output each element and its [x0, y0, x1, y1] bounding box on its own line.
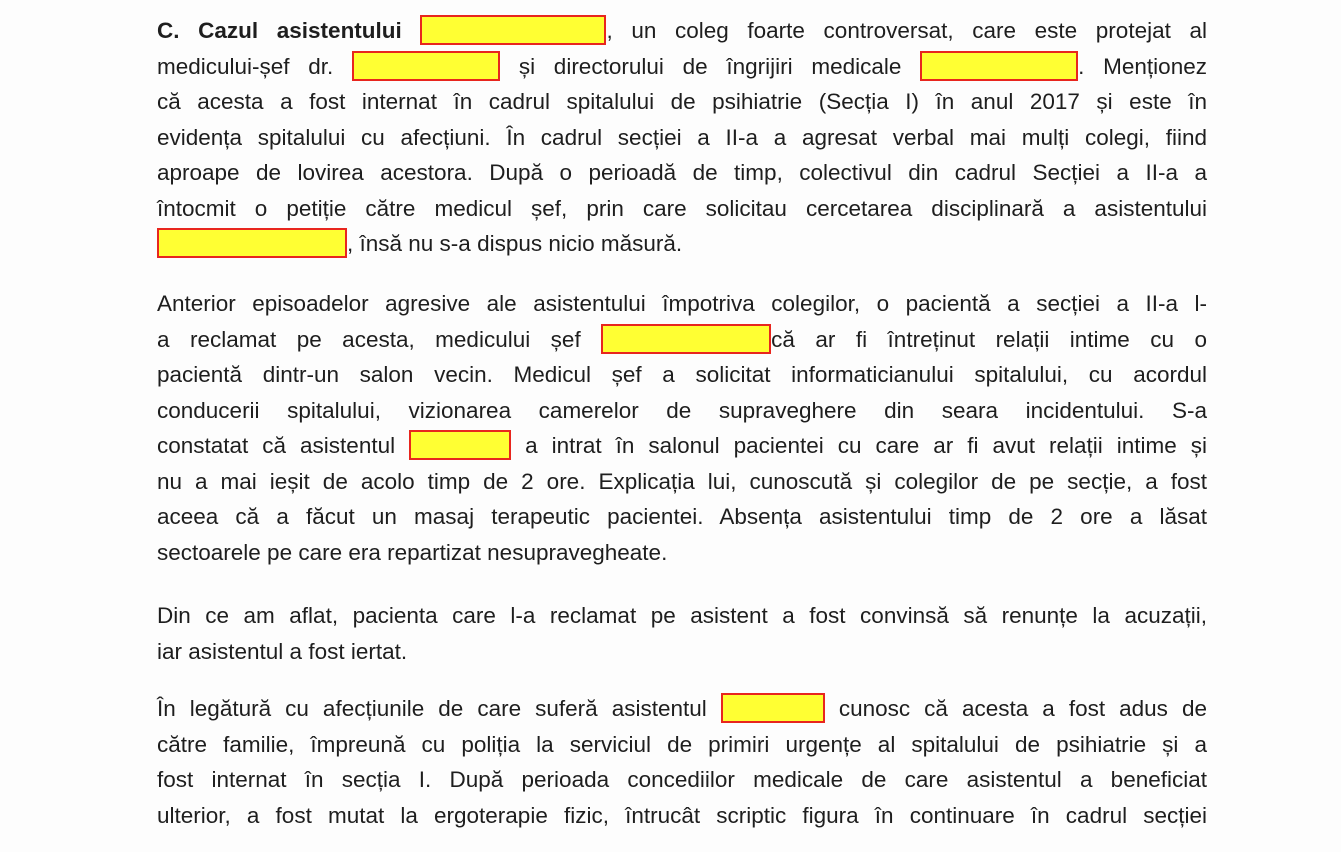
text-line: ulterior, a fost mutat la ergoterapie fizic, întrucât scriptic figura în continuare în cadrul secției: [157, 802, 1207, 828]
text-line: pacientă dintr-un salon vecin. Medicul șef a solicitat informaticianului spitalului, cu acordul: [157, 362, 1207, 387]
text-span: că ar fi întreținut relații intime cu o: [771, 326, 1207, 352]
text-span: , însă nu s-a dispus nicio măsură.: [347, 231, 683, 256]
text-line: [157, 49, 1207, 85]
text-line: sectoarele pe care era repartizat nesupravegheate.: [157, 539, 668, 565]
text-line: către familie, împreună cu poliția la serviciul de primiri urgențe al spitalului de psihiatrie și a: [157, 731, 1207, 757]
text-line: aproape de lovirea acestora. După o perioadă de timp, colectivul din cadrul Secției a II-a a: [157, 160, 1207, 185]
text-span: medicului-șef dr.: [157, 53, 334, 79]
text-span: , un coleg foarte controversat, care este protejat al: [606, 18, 1207, 43]
text-line: întocmit o petiție către medicul șef, prin care solicitau cercetarea disciplinară a asistentului: [157, 195, 1207, 221]
redaction-box: [601, 324, 771, 354]
paragraph-conditions: [157, 691, 1207, 833]
paragraph-outcome: [157, 598, 1207, 669]
text-span: . Menționez: [1078, 53, 1207, 79]
text-line: conducerii spitalului, vizionarea camerelor de supraveghere din seara incidentului. S-a: [157, 397, 1207, 423]
text-span: a reclamat pe acesta, medicului șef: [157, 326, 581, 352]
redaction-box: [157, 228, 347, 258]
text-line: Anterior episoadelor agresive ale asistentului împotriva colegilor, o pacientă a secției a II-a l-: [157, 291, 1207, 316]
text-line: iar asistentul a fost iertat.: [157, 638, 408, 664]
text-line: Din ce am aflat, pacienta care l-a reclamat pe asistent a fost convinsă să renunțe la acuzații,: [157, 603, 1207, 628]
text-line: [157, 226, 1207, 262]
text-line: [157, 691, 1207, 727]
text-span: și directorului de îngrijiri medicale: [518, 53, 902, 79]
text-line: că acesta a fost internat în cadrul spitalului de psihiatrie (Secția I) în anul 2017 și este în: [157, 89, 1207, 114]
text-line: [157, 13, 1207, 49]
redaction-box: [920, 51, 1078, 81]
text-span: cunosc că acesta a fost adus de: [838, 696, 1207, 721]
text-line: aceea că a făcut un masaj terapeutic pacientei. Absența asistentului timp de 2 ore a lăsat: [157, 504, 1207, 529]
case-heading: C. Cazul asistentului: [157, 18, 402, 43]
redaction-box: [409, 430, 511, 460]
text-span: constatat că asistentul: [157, 433, 396, 458]
redaction-box: [420, 15, 606, 45]
redaction-box: [721, 693, 825, 723]
paragraph-incident: [157, 286, 1207, 570]
paragraph-case-c: [157, 13, 1207, 262]
text-span: În legătură cu afecțiunile de care suferă asistentul: [157, 696, 707, 721]
text-line: [157, 428, 1207, 464]
text-line: fost internat în secția I. După perioada concediilor medicale de care asistentul a beneficiat: [157, 767, 1207, 792]
redaction-box: [352, 51, 500, 81]
text-line: evidența spitalului cu afecțiuni. În cadrul secției a II-a a agresat verbal mai mulți colegi, fiind: [157, 124, 1207, 150]
text-line: nu a mai ieșit de acolo timp de 2 ore. Explicația lui, cunoscută și colegilor de pe secție, a fost: [157, 468, 1207, 494]
text-line: [157, 322, 1207, 358]
text-span: a intrat în salonul pacientei cu care ar fi avut relații intime și: [525, 433, 1207, 458]
